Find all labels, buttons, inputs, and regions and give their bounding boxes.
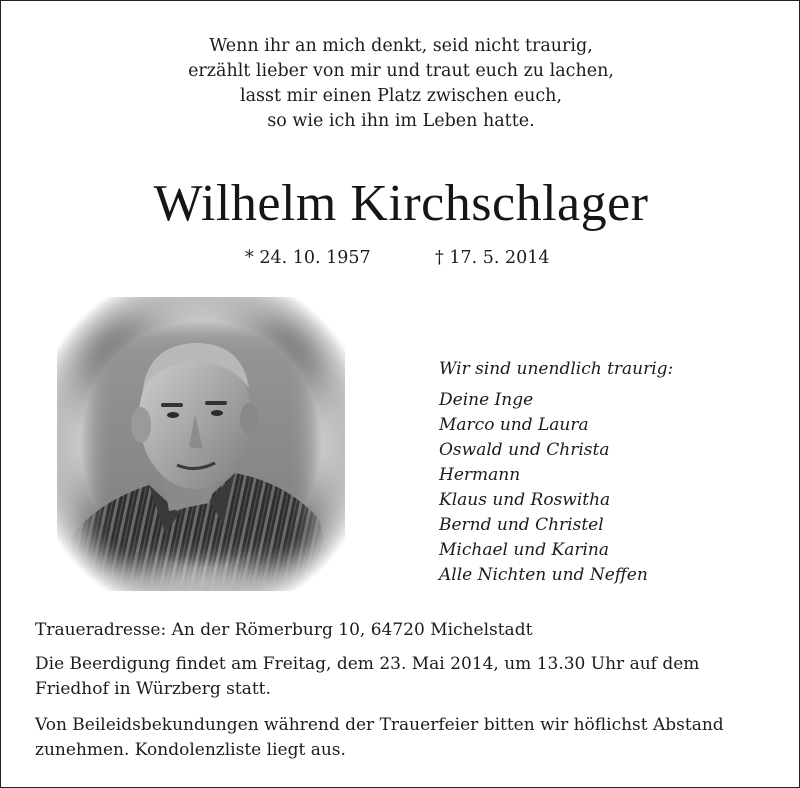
birth-date: * 24. 10. 1957 <box>245 248 371 268</box>
mourning-address: Traueradresse: An der Römerburg 10, 64720 Michelstadt <box>35 620 533 640</box>
family-list <box>439 357 673 588</box>
condolence-note: Von Beileidsbekundungen während der Trauerfeier bitten wir höflichst Abstand zunehmen. Kondolenzliste liegt aus. <box>35 715 724 760</box>
poem-line: Wenn ihr an mich denkt, seid nicht traurig, <box>209 36 593 56</box>
death-date: † 17. 5. 2014 <box>435 248 550 268</box>
family-member: Alle Nichten und Neffen <box>439 565 648 585</box>
portrait-photo <box>57 297 345 591</box>
family-member: Oswald und Christa <box>439 440 610 460</box>
deceased-name: Wilhelm Kirchschlager <box>153 175 649 232</box>
family-member: Marco und Laura <box>439 415 589 435</box>
poem-line: erzählt lieber von mir und traut euch zu lachen, <box>188 61 614 81</box>
portrait-icon <box>57 297 345 591</box>
family-member: Deine Inge <box>439 390 534 410</box>
poem <box>1 34 800 134</box>
family-member: Hermann <box>439 465 521 485</box>
family-member: Michael und Karina <box>439 540 610 560</box>
funeral-details: Die Beerdigung findet am Freitag, dem 23. Mai 2014, um 13.30 Uhr auf dem Friedhof in Würzberg statt. <box>35 654 700 699</box>
poem-line: lasst mir einen Platz zwischen euch, <box>239 86 563 106</box>
poem-line: so wie ich ihn im Leben hatte. <box>267 111 535 131</box>
family-member: Klaus und Roswitha <box>439 490 611 510</box>
family-heading: Wir sind unendlich traurig: <box>439 359 674 379</box>
family-member: Bernd und Christel <box>439 515 604 535</box>
